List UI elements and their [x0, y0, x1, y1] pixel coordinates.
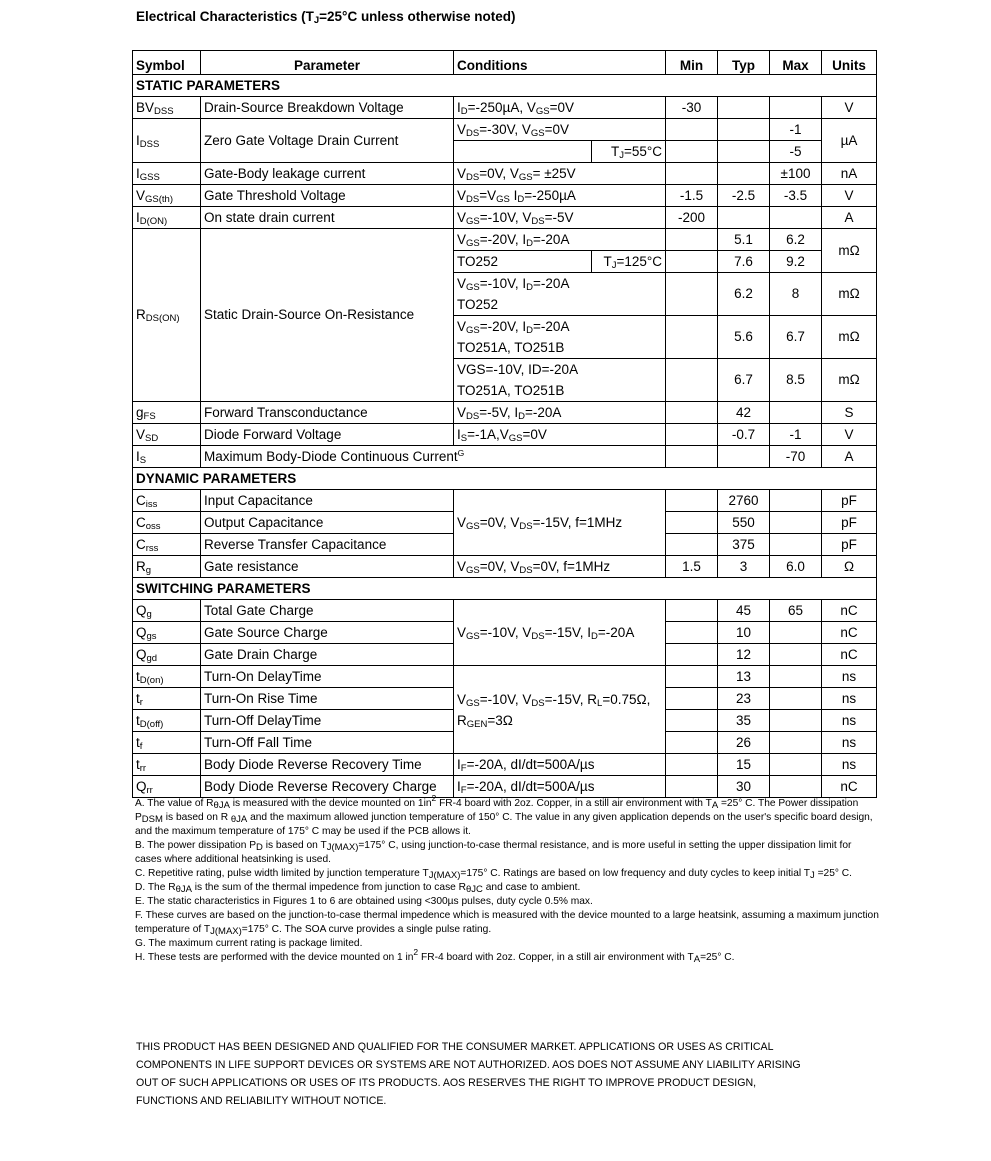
unit-cell: ns [822, 688, 877, 710]
conditions-cell: $V_{GS}=-10V$, $V_{DS}=-15V$, $I_D=-20A$ [454, 600, 666, 666]
min-cell [666, 776, 718, 798]
typ-cell: 30 [718, 776, 770, 798]
unit-cell: S [822, 402, 877, 424]
max-cell: -1 [770, 119, 822, 141]
max-cell: ±100 [770, 163, 822, 185]
table-row [133, 556, 877, 578]
table-row [133, 446, 877, 468]
unit-cell: Ω [822, 556, 877, 578]
section-row [133, 578, 877, 600]
symbol-cell: $Q_{rr}$ [133, 776, 201, 798]
min-cell [666, 273, 718, 316]
typ-cell: 6.7 [718, 359, 770, 402]
table-row [133, 97, 877, 119]
max-cell [770, 534, 822, 556]
symbol-cell: $R_g$ [133, 556, 201, 578]
typ-cell: 35 [718, 710, 770, 732]
symbol-cell: $V_{GS(th)}$ [133, 185, 201, 207]
electrical-characteristics-table [132, 50, 877, 798]
max-cell [770, 207, 822, 229]
min-cell [666, 402, 718, 424]
parameter-cell: Input Capacitance [201, 490, 454, 512]
min-cell [666, 534, 718, 556]
unit-cell: A [822, 207, 877, 229]
parameter-cell: Turn-Off Fall Time [201, 732, 454, 754]
max-cell [770, 402, 822, 424]
table-row [133, 185, 877, 207]
typ-cell: 6.2 [718, 273, 770, 316]
header-conditions: Conditions [454, 51, 666, 75]
conditions-cell [454, 141, 592, 163]
tj-condition-cell: $T_J=55^\circ C$ [592, 141, 666, 163]
unit-cell: nC [822, 776, 877, 798]
parameter-cell: Diode Forward Voltage [201, 424, 454, 446]
symbol-cell: $I_{DSS}$ [133, 119, 201, 163]
conditions-cell: $V_{GS}=-10V$, $V_{DS}=-15V$, $R_L=0.75\Omega$, $R_{GEN}=3\Omega$ [454, 666, 666, 754]
symbol-cell: $C_{rss}$ [133, 534, 201, 556]
parameter-cell: Body Diode Reverse Recovery Charge [201, 776, 454, 798]
typ-cell: -2.5 [718, 185, 770, 207]
table-row [133, 119, 877, 141]
header-symbol: Symbol [133, 51, 201, 75]
unit-cell: ns [822, 754, 877, 776]
min-cell [666, 316, 718, 359]
unit-cell: ns [822, 666, 877, 688]
typ-cell: 2760 [718, 490, 770, 512]
section-static: STATIC PARAMETERS [133, 75, 877, 97]
max-cell: 6.2 [770, 229, 822, 251]
table-row [133, 490, 877, 512]
table-row [133, 600, 877, 622]
conditions-cell: $I_F=-20A$, dI/dt=500A/µs [454, 776, 666, 798]
parameter-cell: Gate Threshold Voltage [201, 185, 454, 207]
max-cell [770, 710, 822, 732]
unit-cell: mΩ [822, 316, 877, 359]
typ-cell: 12 [718, 644, 770, 666]
symbol-cell: $Q_{gs}$ [133, 622, 201, 644]
typ-cell: 375 [718, 534, 770, 556]
max-cell: 65 [770, 600, 822, 622]
parameter-cell: Static Drain-Source On-Resistance [201, 229, 454, 402]
footnote: B. The power dissipation $P_D$ is based on $T_{J(MAX)}=175^\circ$ C, using junction-to-case thermal resistance, and is more useful in setting the upper dissipation limit for cases where additional heatsinking is used. [135, 840, 852, 865]
symbol-cell: $t_{rr}$ [133, 754, 201, 776]
min-cell [666, 644, 718, 666]
symbol-cell: $t_{D(off)}$ [133, 710, 201, 732]
header-min: Min [666, 51, 718, 75]
symbol-cell: $R_{DS(ON)}$ [133, 229, 201, 402]
min-cell: 1.5 [666, 556, 718, 578]
max-cell [770, 688, 822, 710]
typ-cell: 23 [718, 688, 770, 710]
unit-cell: nC [822, 644, 877, 666]
symbol-cell: $Q_{gd}$ [133, 644, 201, 666]
unit-cell: V [822, 185, 877, 207]
parameter-cell: Total Gate Charge [201, 600, 454, 622]
typ-cell: 5.6 [718, 316, 770, 359]
max-cell [770, 644, 822, 666]
parameter-cell: Maximum Body-Diode Continuous Current$^G$ [201, 446, 592, 468]
conditions-cell: TO252 [454, 251, 592, 273]
min-cell [666, 490, 718, 512]
symbol-cell: $g_{FS}$ [133, 402, 201, 424]
typ-cell: 45 [718, 600, 770, 622]
typ-cell [718, 141, 770, 163]
unit-cell: ns [822, 732, 877, 754]
footnote: G. The maximum current rating is package limited. [135, 938, 363, 949]
symbol-cell: $t_r$ [133, 688, 201, 710]
typ-cell [718, 207, 770, 229]
min-cell [666, 141, 718, 163]
unit-cell: mΩ [822, 359, 877, 402]
unit-cell: pF [822, 490, 877, 512]
parameter-cell: Body Diode Reverse Recovery Time [201, 754, 454, 776]
symbol-cell: $Q_g$ [133, 600, 201, 622]
min-cell [666, 359, 718, 402]
typ-cell: 10 [718, 622, 770, 644]
table-row [133, 402, 877, 424]
min-cell: -200 [666, 207, 718, 229]
header-parameter: Parameter [201, 51, 454, 75]
max-cell: 8.5 [770, 359, 822, 402]
conditions-cell: $V_{DS}=-30V$, $V_{GS}=0V$ [454, 119, 666, 141]
min-cell [666, 251, 718, 273]
table-row [133, 163, 877, 185]
footnote: D. The $R_{\theta JA}$ is the sum of the thermal impedence from junction to case $R_{\theta JC}$ and case to ambient. [135, 882, 581, 895]
max-cell: -3.5 [770, 185, 822, 207]
table-row [133, 229, 877, 251]
symbol-cell: $I_{GSS}$ [133, 163, 201, 185]
min-cell [666, 710, 718, 732]
typ-cell [718, 446, 770, 468]
min-cell [666, 600, 718, 622]
unit-cell: pF [822, 534, 877, 556]
conditions-cell: $V_{DS}=V_{GS}$ $I_D=-250\mu A$ [454, 185, 666, 207]
conditions-cell [592, 446, 666, 468]
disclaimer-line: FUNCTIONS AND RELIABILITY WITHOUT NOTICE. [136, 1095, 387, 1107]
unit-cell: A [822, 446, 877, 468]
conditions-cell: $V_{GS}=-10V$, $V_{DS}=-5V$ [454, 207, 666, 229]
parameter-cell: Gate resistance [201, 556, 454, 578]
parameter-cell: Gate-Body leakage current [201, 163, 454, 185]
parameter-cell: Turn-Off DelayTime [201, 710, 454, 732]
conditions-cell: $I_D=-250\mu A$, $V_{GS}=0V$ [454, 97, 666, 119]
symbol-cell: $I_S$ [133, 446, 201, 468]
footnotes [135, 793, 880, 965]
min-cell [666, 446, 718, 468]
unit-cell: V [822, 97, 877, 119]
conditions-cell: $I_S=-1A,V_{GS}=0V$ [454, 424, 666, 446]
table-row [133, 207, 877, 229]
section-dynamic: DYNAMIC PARAMETERS [133, 468, 877, 490]
max-cell [770, 97, 822, 119]
footnote: C. Repetitive rating, pulse width limited by junction temperature $T_{J(MAX)}=175^\circ$ C. Ratings are based on low frequency and duty cycles to keep initial $T_J =25^\circ$ C. [135, 868, 852, 881]
unit-cell: µA [822, 119, 877, 163]
typ-cell: 7.6 [718, 251, 770, 273]
min-cell [666, 732, 718, 754]
typ-cell: 26 [718, 732, 770, 754]
max-cell: 6.7 [770, 316, 822, 359]
max-cell [770, 512, 822, 534]
max-cell [770, 666, 822, 688]
unit-cell: mΩ [822, 273, 877, 316]
page-title: Electrical Characteristics ($T_J=25^\circ C$ unless otherwise noted) [136, 9, 516, 26]
unit-cell: V [822, 424, 877, 446]
parameter-cell: Reverse Transfer Capacitance [201, 534, 454, 556]
table-row [133, 666, 877, 688]
max-cell: -1 [770, 424, 822, 446]
conditions-cell: $V_{GS}=0V$, $V_{DS}=-15V$, f=1MHz [454, 490, 666, 556]
parameter-cell: Turn-On Rise Time [201, 688, 454, 710]
conditions-cell: $V_{GS}=-20V$, $I_D=-20A$ TO251A, TO251B [454, 316, 666, 359]
parameter-cell: Drain-Source Breakdown Voltage [201, 97, 454, 119]
min-cell: -30 [666, 97, 718, 119]
max-cell [770, 622, 822, 644]
conditions-cell: $V_{DS}=-5V$, $I_D=-20A$ [454, 402, 666, 424]
header-max: Max [770, 51, 822, 75]
table-row [133, 424, 877, 446]
parameter-cell: Output Capacitance [201, 512, 454, 534]
table-header-row [133, 51, 877, 75]
symbol-cell: $C_{oss}$ [133, 512, 201, 534]
max-cell: 8 [770, 273, 822, 316]
conditions-cell: $V_{GS}=-10V$, $I_D=-20A$ TO252 [454, 273, 666, 316]
min-cell [666, 622, 718, 644]
conditions-cell: $V_{DS}=0V$, $V_{GS}= \pm 25V$ [454, 163, 666, 185]
min-cell [666, 666, 718, 688]
max-cell [770, 490, 822, 512]
parameter-cell: Gate Drain Charge [201, 644, 454, 666]
unit-cell: pF [822, 512, 877, 534]
max-cell: -5 [770, 141, 822, 163]
max-cell [770, 754, 822, 776]
parameter-cell: Gate Source Charge [201, 622, 454, 644]
max-cell [770, 776, 822, 798]
typ-cell [718, 119, 770, 141]
disclaimer-line: THIS PRODUCT HAS BEEN DESIGNED AND QUALIFIED FOR THE CONSUMER MARKET. APPLICATIONS OR USES AS CRITICAL [136, 1041, 774, 1053]
tj-condition-cell: $T_J=125^\circ C$ [592, 251, 666, 273]
typ-cell: 13 [718, 666, 770, 688]
parameter-cell: Forward Transconductance [201, 402, 454, 424]
max-cell: 9.2 [770, 251, 822, 273]
typ-cell: -0.7 [718, 424, 770, 446]
footnote: A. The value of $R_{\theta JA}$ is measured with the device mounted on $1in^2$ FR-4 board with 2oz. Copper, in a still air environment with $T_A =25^\circ$ C. The Power dissipation $P_{DSM}$ is based on R $_{\theta JA}$ and the maximum allowed junction temperature of 150° C. The value in any given application depends on the user's specific board design, and the maximum temperature of 175° C may be used if the PCB allows it. [135, 793, 873, 837]
section-row [133, 468, 877, 490]
unit-cell: ns [822, 710, 877, 732]
disclaimer [136, 1038, 876, 1110]
min-cell [666, 512, 718, 534]
typ-cell: 5.1 [718, 229, 770, 251]
conditions-cell: VGS=-10V, ID=-20A TO251A, TO251B [454, 359, 666, 402]
unit-cell: nA [822, 163, 877, 185]
symbol-cell: $I_{D(ON)}$ [133, 207, 201, 229]
parameter-cell: On state drain current [201, 207, 454, 229]
disclaimer-line: OUT OF SUCH APPLICATIONS OR USES OF ITS PRODUCTS. AOS RESERVES THE RIGHT TO IMPROVE PRODUCT DESIGN, [136, 1077, 757, 1089]
disclaimer-line: COMPONENTS IN LIFE SUPPORT DEVICES OR SYSTEMS ARE NOT AUTHORIZED. AOS DOES NOT ASSUME ANY LIABILITY ARISING [136, 1059, 801, 1071]
typ-cell: 15 [718, 754, 770, 776]
min-cell [666, 424, 718, 446]
unit-cell: nC [822, 622, 877, 644]
min-cell [666, 163, 718, 185]
header-typ: Typ [718, 51, 770, 75]
max-cell: 6.0 [770, 556, 822, 578]
max-cell [770, 732, 822, 754]
parameter-cell: Zero Gate Voltage Drain Current [201, 119, 454, 163]
unit-cell: nC [822, 600, 877, 622]
symbol-cell: $t_f$ [133, 732, 201, 754]
min-cell [666, 688, 718, 710]
typ-cell [718, 97, 770, 119]
typ-cell: 42 [718, 402, 770, 424]
min-cell: -1.5 [666, 185, 718, 207]
footnote: E. The static characteristics in Figures 1 to 6 are obtained using <300µs pulses, duty cycle 0.5% max. [135, 896, 593, 907]
max-cell: -70 [770, 446, 822, 468]
table-row [133, 754, 877, 776]
typ-cell [718, 163, 770, 185]
parameter-cell: Turn-On DelayTime [201, 666, 454, 688]
conditions-cell: $V_{GS}=0V$, $V_{DS}=0V$, f=1MHz [454, 556, 666, 578]
typ-cell: 550 [718, 512, 770, 534]
typ-cell: 3 [718, 556, 770, 578]
unit-cell: mΩ [822, 229, 877, 273]
conditions-cell: $I_F=-20A$, dI/dt=500A/µs [454, 754, 666, 776]
footnote: F. These curves are based on the junction-to-case thermal impedence which is measured with the device mounted to a large heatsink, assuming a maximum junction temperature of $T_{J(MAX)}=175^\circ$ C. The SOA curve provides a single pulse rating. [135, 910, 879, 937]
table-row [133, 776, 877, 798]
header-units: Units [822, 51, 877, 75]
symbol-cell: $BV_{DSS}$ [133, 97, 201, 119]
symbol-cell: $t_{D(on)}$ [133, 666, 201, 688]
section-row [133, 75, 877, 97]
symbol-cell: $V_{SD}$ [133, 424, 201, 446]
footnote: H. These tests are performed with the device mounted on 1 $in^2$ FR-4 board with 2oz. Copper, in a still air environment with $T_A=25^\circ$ C. [135, 947, 735, 965]
min-cell [666, 119, 718, 141]
conditions-cell: $V_{GS}=-20V$, $I_D=-20A$ [454, 229, 666, 251]
min-cell [666, 229, 718, 251]
section-switching: SWITCHING PARAMETERS [133, 578, 877, 600]
min-cell [666, 754, 718, 776]
symbol-cell: $C_{iss}$ [133, 490, 201, 512]
